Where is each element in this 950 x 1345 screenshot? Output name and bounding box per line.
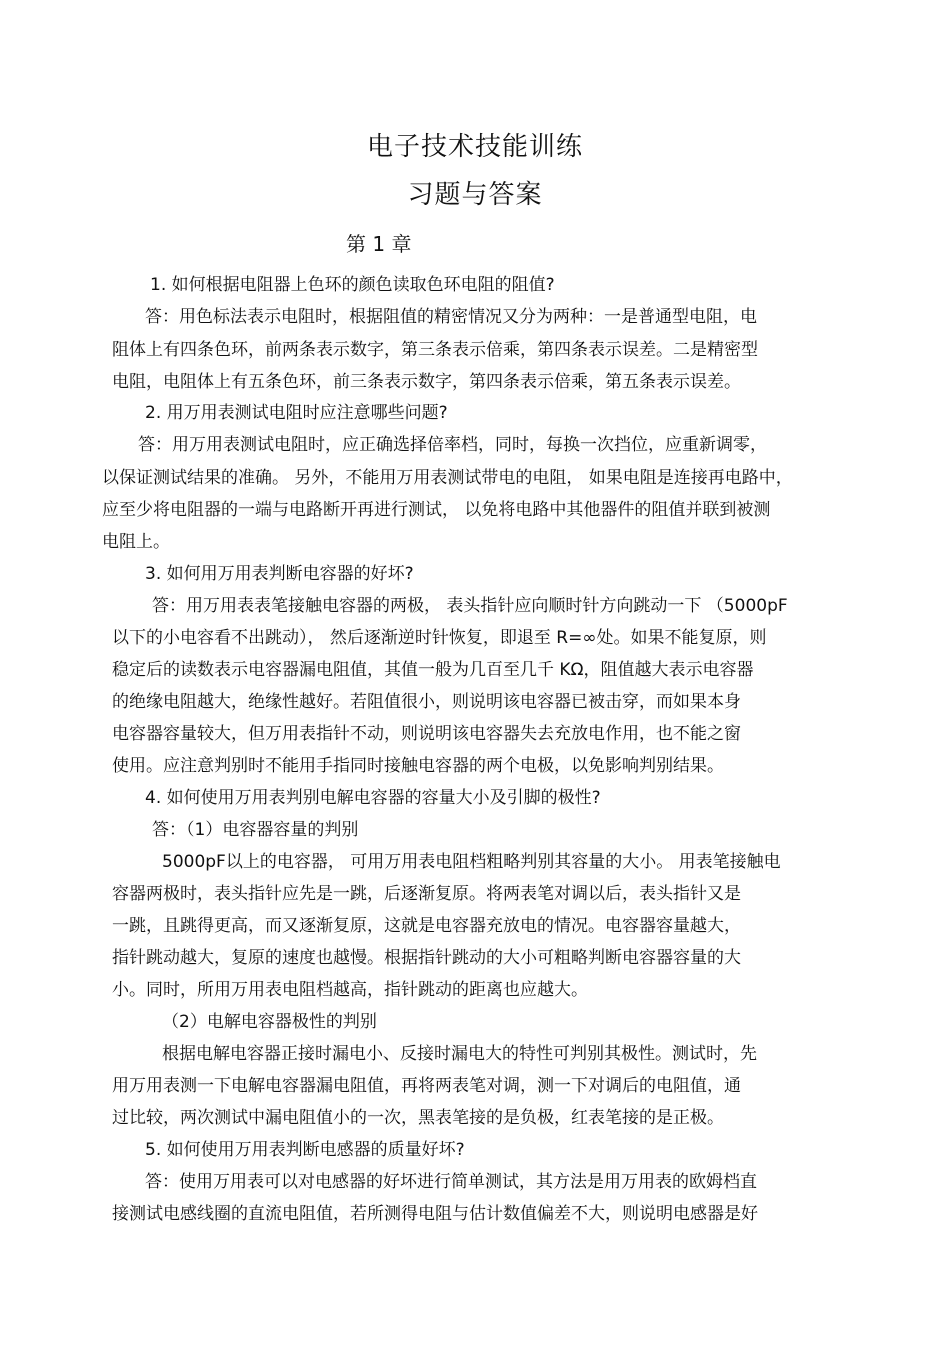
answer-line: 答：用万用表测试电阻时，应正确选择倍率档，同时，每换一次挡位，应重新调零， bbox=[138, 435, 767, 455]
answer-line: 电容器容量较大，但万用表指针不动，则说明该电容器失去充放电作用，也不能之窗 bbox=[112, 724, 741, 744]
chapter-heading: 第 1 章 bbox=[346, 232, 412, 256]
question-2: 2. 用万用表测试电阻时应注意哪些问题? bbox=[145, 403, 448, 423]
answer-line: 电阻上。 bbox=[102, 532, 170, 552]
answer-line: 以下的小电容看不出跳动）， 然后逐渐逆时针恢复，即退至 R=∞处。如果不能复原，则 bbox=[112, 628, 767, 648]
answer-line: 答：使用万用表可以对电感器的好坏进行简单测试，其方法是用万用表的欧姆档直 bbox=[145, 1172, 757, 1192]
answer-subheading: 答：（1）电容器容量的判别 bbox=[152, 820, 359, 840]
document-title: 电子技术技能训练 bbox=[366, 132, 583, 162]
answer-line: 电阻，电阻体上有五条色环，前三条表示数字，第四条表示倍乘，第五条表示误差。 bbox=[112, 372, 741, 392]
answer-line: 指针跳动越大，复原的速度也越慢。根据指针跳动的大小可粗略判断电容器容量的大 bbox=[112, 948, 741, 968]
question-5: 5. 如何使用万用表判断电感器的质量好坏? bbox=[145, 1140, 465, 1160]
answer-line: 一跳，且跳得更高，而又逐渐复原，这就是电容器充放电的情况。电容器容量越大， bbox=[112, 916, 741, 936]
question-4: 4. 如何使用万用表判别电解电容器的容量大小及引脚的极性? bbox=[145, 788, 601, 808]
answer-subheading: （2）电解电容器极性的判别 bbox=[162, 1012, 377, 1032]
answer-line: 以保证测试结果的准确。 另外，不能用万用表测试带电的电阻， 如果电阻是连接再电路中， bbox=[102, 468, 793, 488]
document-subtitle: 习题与答案 bbox=[407, 180, 543, 210]
answer-line: 容器两极时，表头指针应先是一跳，后逐渐复原。将两表笔对调以后，表头指针又是 bbox=[112, 884, 741, 904]
question-3: 3. 如何用万用表判断电容器的好坏? bbox=[145, 564, 414, 584]
answer-line: 的绝缘电阻越大，绝缘性越好。若阻值很小，则说明该电容器已被击穿，而如果本身 bbox=[112, 692, 741, 712]
answer-line: 过比较，两次测试中漏电阻值小的一次，黑表笔接的是负极，红表笔接的是正极。 bbox=[112, 1108, 724, 1128]
answer-line: 答：用万用表表笔接触电容器的两极， 表头指针应向顺时针方向跳动一下 （5000pF bbox=[152, 596, 788, 616]
answer-line: 阻体上有四条色环，前两条表示数字，第三条表示倍乘，第四条表示误差。二是精密型 bbox=[112, 340, 758, 360]
answer-line: 答：用色标法表示电阻时，根据阻值的精密情况又分为两种：一是普通型电阻，电 bbox=[145, 307, 757, 327]
answer-line: 用万用表测一下电解电容器漏电阻值，再将两表笔对调，测一下对调后的电阻值，通 bbox=[112, 1076, 741, 1096]
answer-line: 稳定后的读数表示电容器漏电阻值，其值一般为几百至几千 KΩ，阻值越大表示电容器 bbox=[112, 660, 754, 680]
answer-line: 根据电解电容器正接时漏电小、反接时漏电大的特性可判别其极性。测试时，先 bbox=[162, 1044, 757, 1064]
answer-line: 小。同时，所用万用表电阻档越高，指针跳动的距离也应越大。 bbox=[112, 980, 588, 1000]
answer-line: 使用。应注意判别时不能用手指同时接触电容器的两个电极，以免影响判别结果。 bbox=[112, 756, 724, 776]
answer-line: 5000pF以上的电容器， 可用万用表电阻档粗略判别其容量的大小。 用表笔接触电 bbox=[162, 852, 781, 872]
answer-line: 接测试电感线圈的直流电阻值，若所测得电阻与估计数值偏差不大，则说明电感器是好 bbox=[112, 1204, 758, 1224]
answer-line: 应至少将电阻器的一端与电路断开再进行测试， 以免将电路中其他器件的阻值并联到被测 bbox=[102, 500, 771, 520]
question-1: 1. 如何根据电阻器上色环的颜色读取色环电阻的阻值? bbox=[150, 275, 555, 295]
